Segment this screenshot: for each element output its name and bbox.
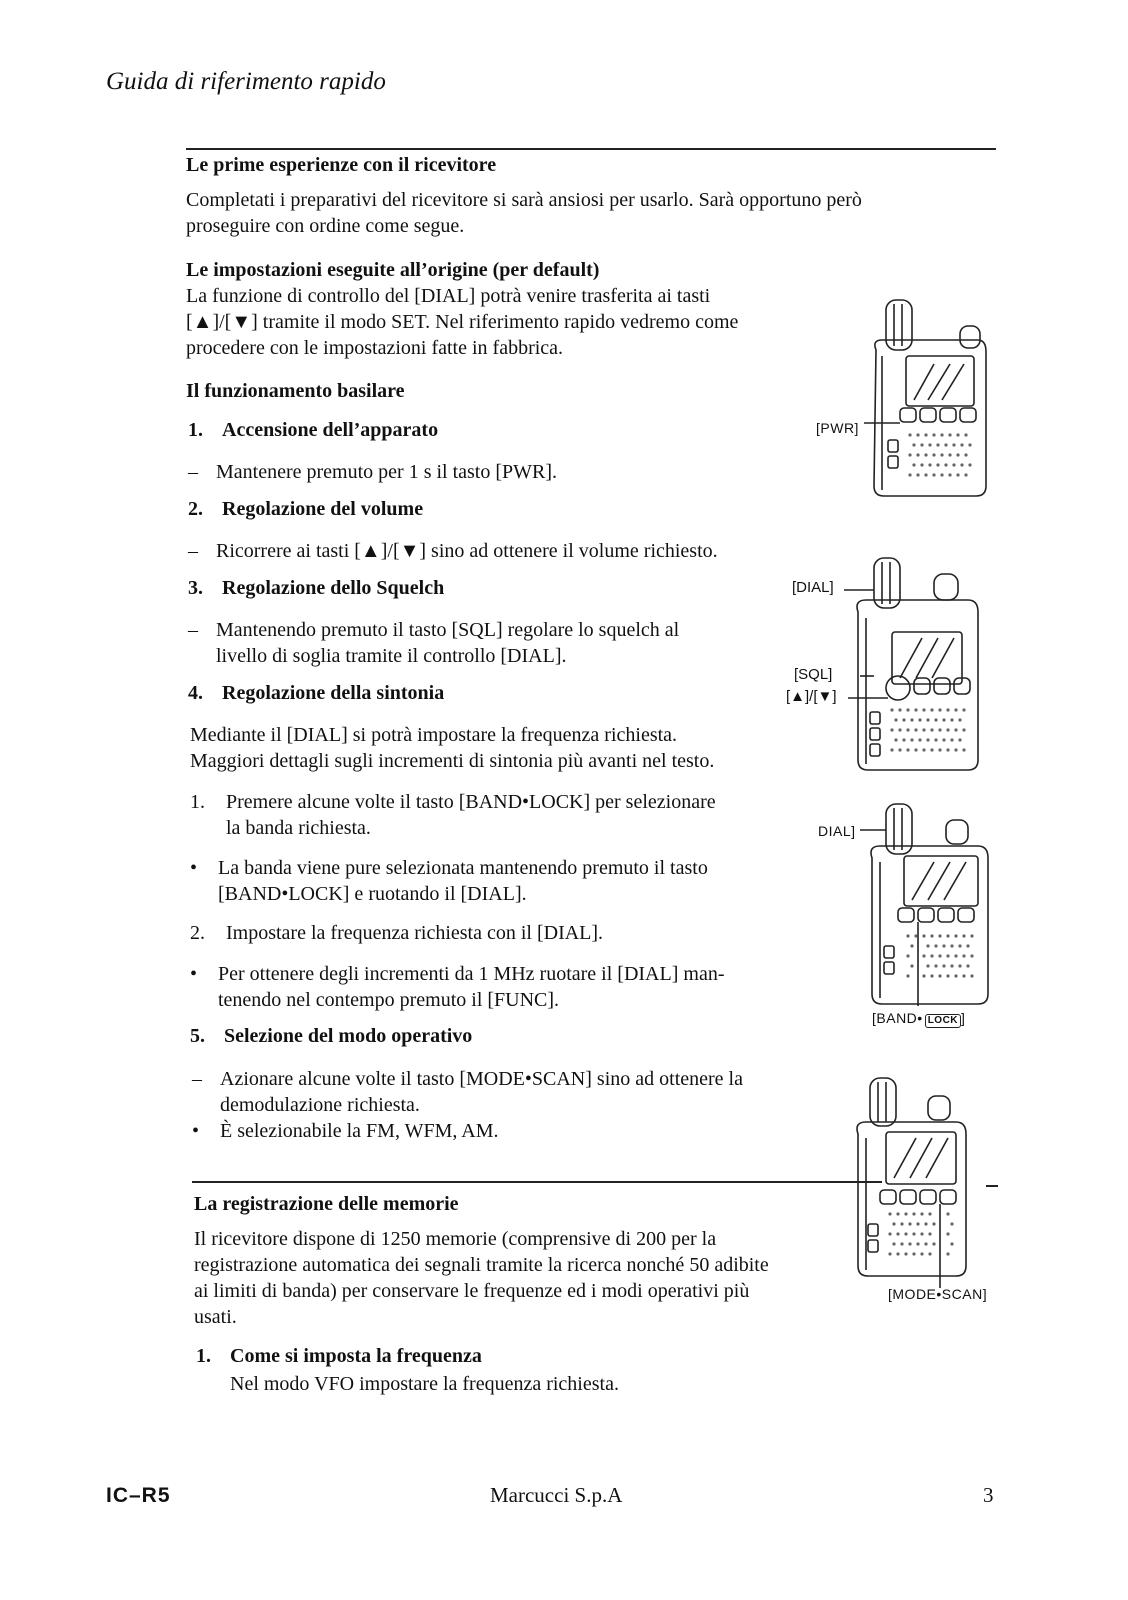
sql-callout-label: [SQL]: [794, 666, 833, 683]
step-text: [190, 722, 790, 774]
text-line: [▲]/[▼] tramite il modo SET. Nel riferimento rapido vedremo come: [186, 311, 739, 333]
step-heading: [190, 1025, 472, 1048]
text-line: ai limiti di banda) per conservare le frequenze ed i modi operativi più: [194, 1280, 750, 1302]
text-line: registrazione automatica dei segnali tramite la ricerca nonché 50 adibite: [194, 1254, 769, 1276]
step-title: Regolazione della sintonia: [222, 682, 445, 704]
mode-scan-callout-label: [MODE•SCAN]: [888, 1286, 988, 1302]
dash-marker: –: [192, 1068, 202, 1090]
ordered-item: [190, 789, 716, 841]
radio-figure-dial-sql: [808, 552, 1008, 782]
text-line: procedere con le impostazioni fatte in fabbrica.: [186, 337, 564, 359]
item-text: [BAND•LOCK] e ruotando il [DIAL].: [218, 883, 527, 905]
step-title: Regolazione del volume: [222, 498, 424, 520]
step-instruction: [188, 617, 679, 669]
radio-figure-pwr: [810, 290, 1010, 510]
band-lock-callout-label: [872, 1010, 965, 1028]
handheld-radio-illustration: [808, 552, 1008, 782]
ordered-item: [190, 920, 603, 946]
radio-figure-mode-scan: [840, 1068, 1000, 1288]
bullet-item: [190, 961, 724, 1013]
dash-marker: –: [188, 461, 198, 483]
instruction-text: Ricorrere ai tasti [▲]/[▼] sino ad ottenere il volume richiesto.: [216, 540, 718, 562]
step-number: 2.: [188, 498, 203, 520]
step-instruction: [188, 538, 718, 564]
step-title: Come si imposta la frequenza: [230, 1345, 482, 1367]
item-text: tenendo nel contempo premuto il [FUNC].: [218, 989, 560, 1011]
band-label: [BAND•: [872, 1010, 923, 1026]
section-divider: [186, 148, 996, 150]
text-line: Mediante il [DIAL] si potrà impostare la frequenza richiesta.: [190, 724, 678, 746]
step-number: 1.: [196, 1345, 211, 1367]
text-line: La funzione di controllo del [DIAL] potrà venire trasferita ai tasti: [186, 285, 711, 307]
text-line: usati.: [194, 1306, 237, 1328]
bullet-item: [190, 855, 708, 907]
section-text: [186, 187, 986, 239]
item-text: Impostare la frequenza richiesta con il [DIAL].: [226, 922, 604, 944]
pwr-callout-label: [PWR]: [816, 420, 859, 436]
step-number: 1.: [188, 419, 203, 441]
item-number: 2.: [190, 922, 205, 944]
step-heading: [188, 498, 423, 521]
instruction-text: Azionare alcune volte il tasto [MODE•SCAN] sino ad ottenere la: [220, 1068, 743, 1090]
section-heading: Le impostazioni eseguite all’origine (per default): [186, 259, 600, 281]
band-end-label: ]: [961, 1010, 966, 1026]
instruction-text: demodulazione richiesta.: [220, 1094, 420, 1116]
item-text: Premere alcune volte il tasto [BAND•LOCK] per selezionare: [226, 791, 716, 813]
footer-model-logo: IC–R5: [106, 1484, 171, 1507]
item-number: 1.: [190, 791, 205, 813]
step-number: 5.: [190, 1025, 205, 1047]
section-heading: Le prime esperienze con il ricevitore: [186, 154, 497, 176]
page-header-title: Guida di riferimento rapido: [106, 68, 386, 95]
step-heading: [188, 682, 444, 705]
step-text: Nel modo VFO impostare la frequenza richiesta.: [230, 1373, 619, 1395]
section-heading: Il funzionamento basilare: [186, 380, 405, 402]
text-line: proseguire con ordine come segue.: [186, 215, 465, 237]
item-text: Per ottenere degli incrementi da 1 MHz ruotare il [DIAL] man-: [218, 963, 725, 985]
dial-callout-label: [DIAL]: [792, 579, 834, 596]
step-title: Accensione dell’apparato: [222, 419, 439, 441]
instruction-text: Mantenere premuto per 1 s il tasto [PWR].: [216, 461, 558, 483]
text-line: Completati i preparativi del ricevitore si sarà ansiosi per usarlo. Sarà opportuno però: [186, 189, 862, 211]
dash-marker: –: [188, 619, 198, 641]
bullet-marker: •: [190, 857, 198, 879]
step-number: 3.: [188, 577, 203, 599]
handheld-radio-illustration: [810, 290, 1010, 510]
instruction-text: livello di soglia tramite il controllo [DIAL].: [216, 645, 567, 667]
instruction-text: È selezionabile la FM, WFM, AM.: [220, 1120, 499, 1142]
footer-company: Marcucci S.p.A: [490, 1483, 623, 1507]
step-heading: [188, 419, 438, 442]
bullet-marker: •: [192, 1120, 200, 1142]
lock-badge: LOCK: [925, 1014, 961, 1028]
bullet-marker: •: [190, 963, 198, 985]
item-text: la banda richiesta.: [226, 817, 371, 839]
section-text: [186, 283, 826, 361]
dash-marker: –: [188, 540, 198, 562]
step-heading: [188, 577, 444, 600]
step-number: 4.: [188, 682, 203, 704]
text-line: Maggiori dettagli sugli incrementi di sintonia più avanti nel testo.: [190, 750, 715, 772]
step-title: Selezione del modo operativo: [224, 1025, 473, 1047]
step-instruction: [188, 459, 557, 485]
instruction-text: Mantenendo premuto il tasto [SQL] regolare lo squelch al: [216, 619, 680, 641]
step-heading: [196, 1345, 482, 1368]
section-text: [194, 1226, 844, 1330]
updown-callout-label: [▲]/[▼]: [786, 688, 837, 705]
handheld-radio-illustration: [840, 1068, 1000, 1288]
section-heading: La registrazione delle memorie: [194, 1193, 459, 1215]
dial-callout-label: DIAL]: [818, 823, 856, 839]
text-line: Il ricevitore dispone di 1250 memorie (comprensive di 200 per la: [194, 1228, 717, 1250]
step-instruction: [192, 1066, 743, 1144]
footer-page-number: 3: [983, 1483, 994, 1507]
step-title: Regolazione dello Squelch: [222, 577, 445, 599]
section-divider: [192, 1181, 882, 1183]
item-text: La banda viene pure selezionata mantenendo premuto il tasto: [218, 857, 708, 879]
